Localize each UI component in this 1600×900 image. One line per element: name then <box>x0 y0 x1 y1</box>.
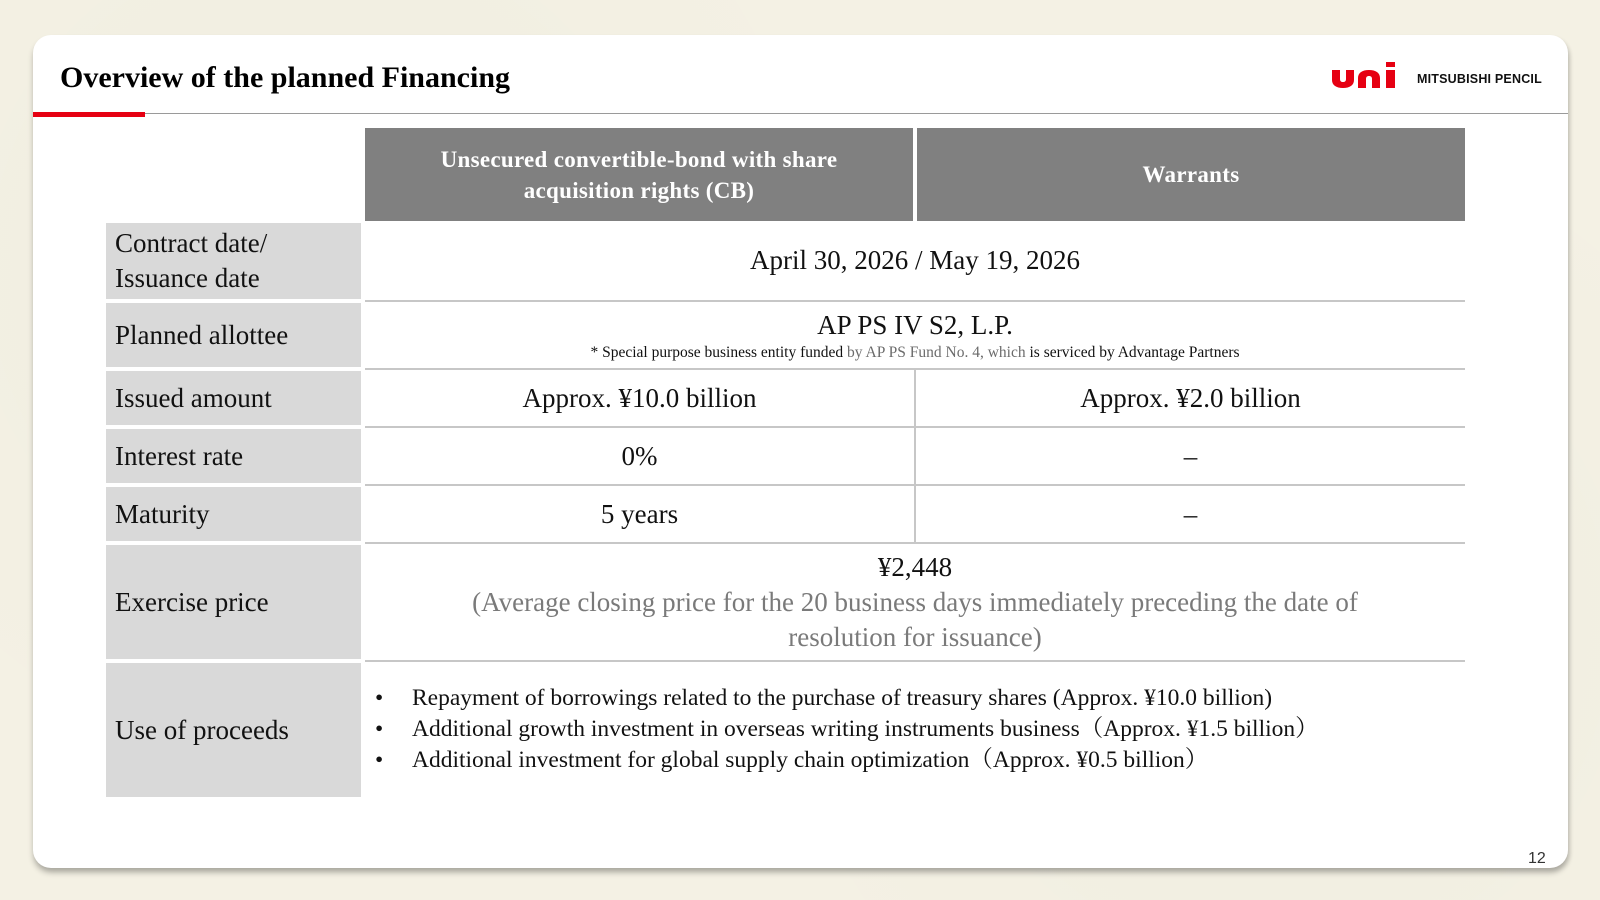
row-label-issued-amount: Issued amount <box>106 369 363 427</box>
company-logo <box>1330 62 1542 88</box>
row-label-allottee: Planned allottee <box>106 301 363 369</box>
issued-amount-warrants: Approx. ¥2.0 billion <box>915 369 1465 427</box>
use-of-proceeds-cell <box>363 661 1465 797</box>
table-row-interest-rate <box>106 427 1465 485</box>
exercise-price-cell <box>363 543 1465 661</box>
table-row-contract-date <box>106 221 1465 301</box>
financing-table <box>106 128 1465 797</box>
table-row-allottee <box>106 301 1465 369</box>
exercise-price-note: (Average closing price for the 20 business days immediately preceding the date of resolution for issuance) <box>472 586 1358 652</box>
allottee-value: AP PS IV S2, L.P. <box>817 309 1013 340</box>
table-corner <box>106 128 363 221</box>
title-accent-bar <box>33 112 145 117</box>
contract-date-value: April 30, 2026 / May 19, 2026 <box>363 221 1465 301</box>
row-label-maturity: Maturity <box>106 485 363 543</box>
row-label-contract-date <box>106 221 363 301</box>
allottee-note-part-c: is serviced by Advantage Partners <box>1025 343 1240 361</box>
interest-rate-cb: 0% <box>363 427 915 485</box>
list-item: • Additional investment for global supply chain optimization（Approx. ¥0.5 billion） <box>375 745 1465 776</box>
uni-logo-icon <box>1330 62 1411 88</box>
table-header-row <box>106 128 1465 221</box>
logo-text: MITSUBISHI PENCIL <box>1417 72 1542 86</box>
maturity-warrants: – <box>915 485 1465 543</box>
row-label-use-of-proceeds: Use of proceeds <box>106 661 363 797</box>
table-row-use-of-proceeds <box>106 661 1465 797</box>
allottee-note-part-b: by AP PS Fund No. 4, which <box>847 343 1026 361</box>
use-of-proceeds-list <box>365 683 1465 776</box>
row-label-exercise-price: Exercise price <box>106 543 363 661</box>
column-header-cb <box>363 128 915 221</box>
issued-amount-cb: Approx. ¥10.0 billion <box>363 369 915 427</box>
allottee-note <box>365 343 1465 363</box>
interest-rate-warrants: – <box>915 427 1465 485</box>
maturity-cb: 5 years <box>363 485 915 543</box>
column-header-warrants: Warrants <box>915 128 1465 221</box>
list-item: • Repayment of borrowings related to the purchase of treasury shares (Approx. ¥10.0 billion) <box>375 683 1465 714</box>
exercise-price-value: ¥2,448 <box>877 551 953 582</box>
page-title: Overview of the planned Financing <box>60 61 511 94</box>
allottee-cell <box>363 301 1465 369</box>
row-label-interest-rate: Interest rate <box>106 427 363 485</box>
list-item: • Additional growth investment in overseas writing instruments business（Approx. ¥1.5 billion） <box>375 714 1465 745</box>
title-divider <box>33 113 1568 114</box>
column-header-cb-text: Unsecured convertible-bond with share acquisition rights (CB) <box>440 146 838 203</box>
page-number: 12 <box>1528 850 1546 867</box>
table-row-exercise-price <box>106 543 1465 661</box>
row-label-contract-date-text: Contract date/ Issuance date <box>115 228 268 293</box>
table-row-issued-amount <box>106 369 1465 427</box>
allottee-note-part-a: * Special purpose business entity funded <box>590 343 848 361</box>
table-row-maturity <box>106 485 1465 543</box>
